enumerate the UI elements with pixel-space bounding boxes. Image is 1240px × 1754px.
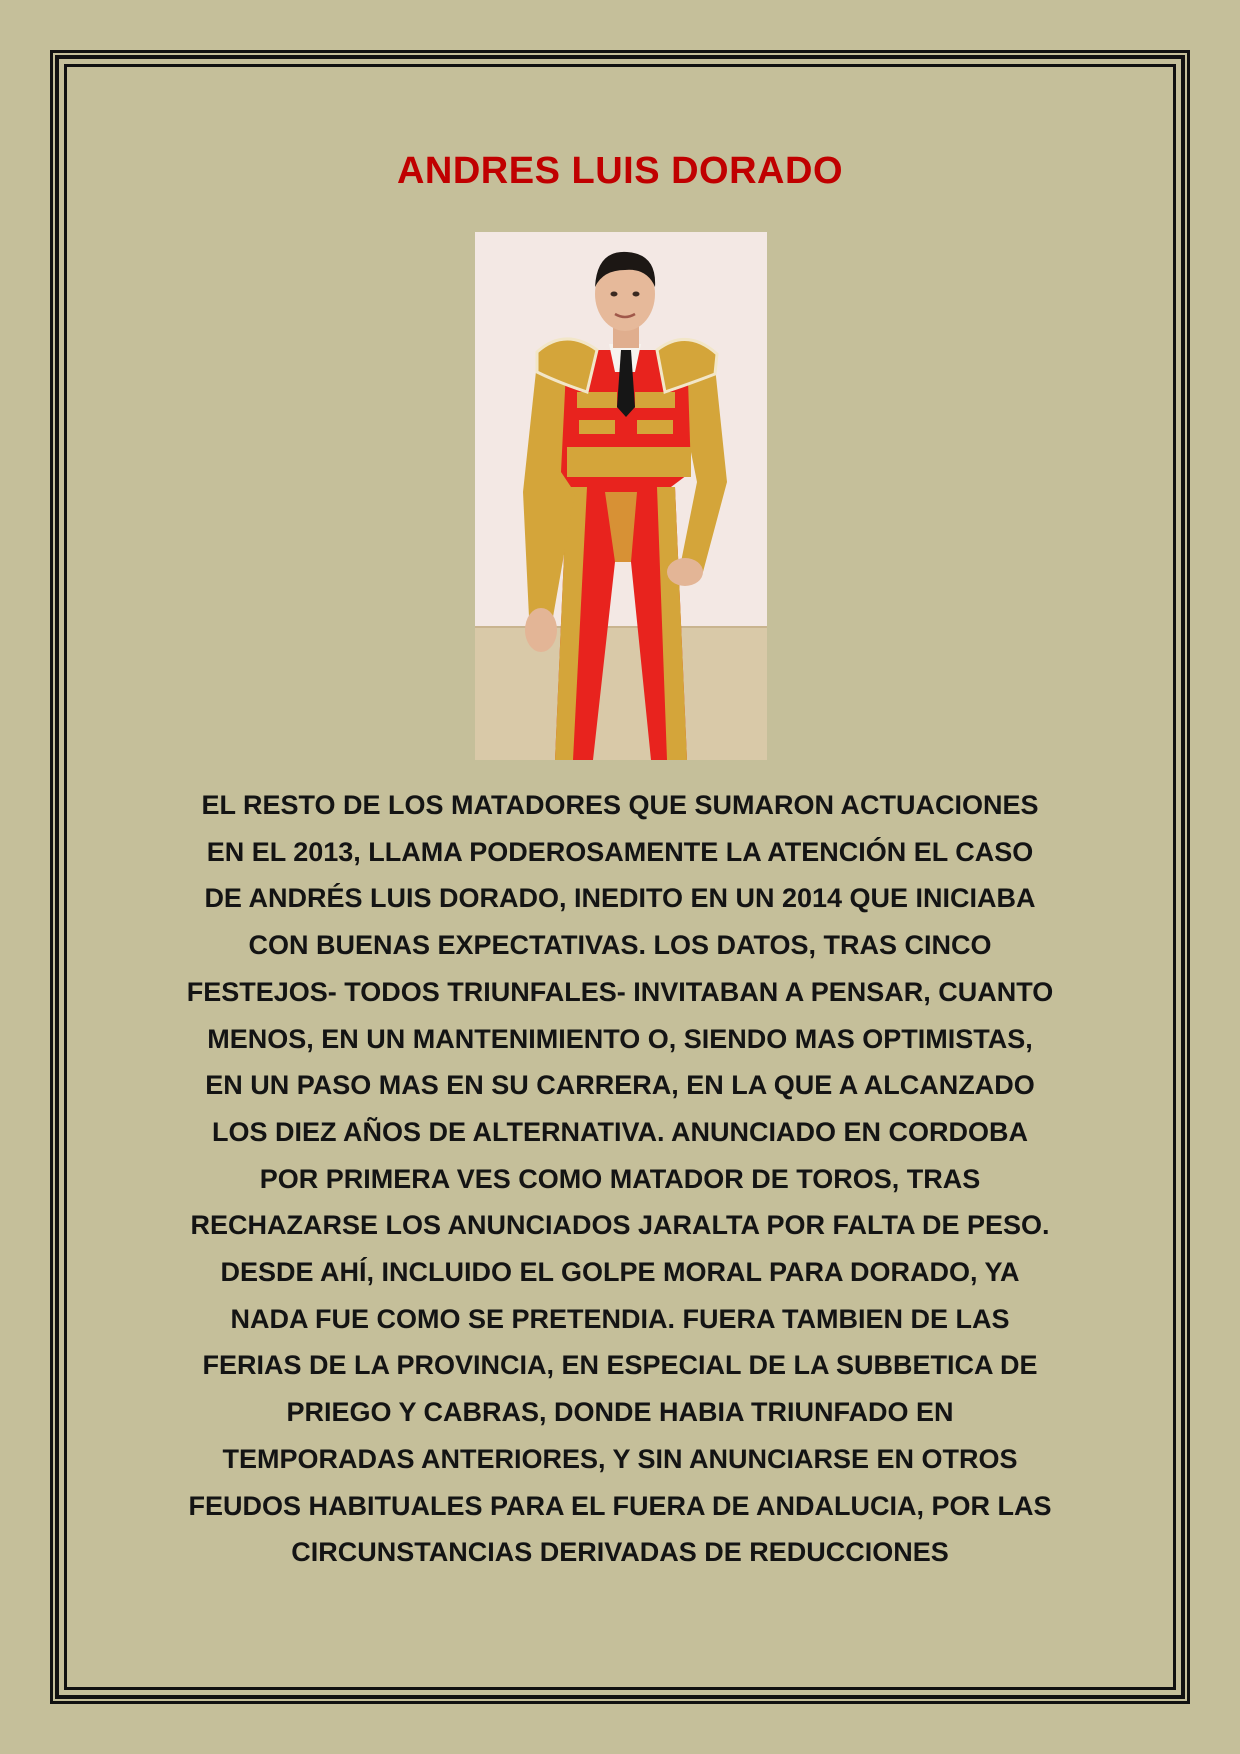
body-line: FESTEJOS- TODOS TRIUNFALES- INVITABAN A PENSAR, CUANTO [186, 976, 1054, 1007]
body-line: EL RESTO DE LOS MATADORES QUE SUMARON ACTUACIONES [201, 790, 1039, 820]
article-body [170, 782, 1070, 1576]
body-line: CON BUENAS EXPECTATIVAS. LOS DATOS, TRAS CINCO [248, 930, 992, 961]
body-line: FEUDOS HABITUALES PARA EL FUERA DE ANDALUCIA, POR LAS [188, 1490, 1052, 1521]
body-line: RECHAZARSE LOS ANUNCIADOS JARALTA POR FALTA DE PESO. [190, 1210, 1050, 1241]
page-title: ANDRES LUIS DORADO [396, 150, 844, 192]
body-line: MENOS, EN UN MANTENIMIENTO O, SIENDO MAS OPTIMISTAS, [207, 1023, 1033, 1054]
body-line: PRIEGO Y CABRAS, DONDE HABIA TRIUNFADO EN [286, 1397, 954, 1428]
body-line: EN EL 2013, LLAMA PODEROSAMENTE LA ATENCIÓN EL CASO [206, 836, 1034, 867]
matador-photo [475, 232, 767, 760]
body-line: NADA FUE COMO SE PRETENDIA. FUERA TAMBIEN DE LAS [230, 1303, 1010, 1334]
body-line: TEMPORADAS ANTERIORES, Y SIN ANUNCIARSE EN OTROS [222, 1443, 1018, 1474]
body-line: CIRCUNSTANCIAS DERIVADAS DE REDUCCIONES [291, 1537, 949, 1568]
body-line: POR PRIMERA VES COMO MATADOR DE TOROS, TRAS [259, 1163, 981, 1194]
body-line: DE ANDRÉS LUIS DORADO, INEDITO EN UN 2014 QUE INICIABA [204, 883, 1036, 914]
body-line: FERIAS DE LA PROVINCIA, EN ESPECIAL DE LA SUBBETICA DE [202, 1350, 1038, 1381]
body-line: EN UN PASO MAS EN SU CARRERA, EN LA QUE A ALCANZADO [205, 1070, 1035, 1101]
body-line: DESDE AHÍ, INCLUIDO EL GOLPE MORAL PARA DORADO, YA [220, 1257, 1020, 1288]
body-line: LOS DIEZ AÑOS DE ALTERNATIVA. ANUNCIADO EN CORDOBA [212, 1116, 1028, 1147]
